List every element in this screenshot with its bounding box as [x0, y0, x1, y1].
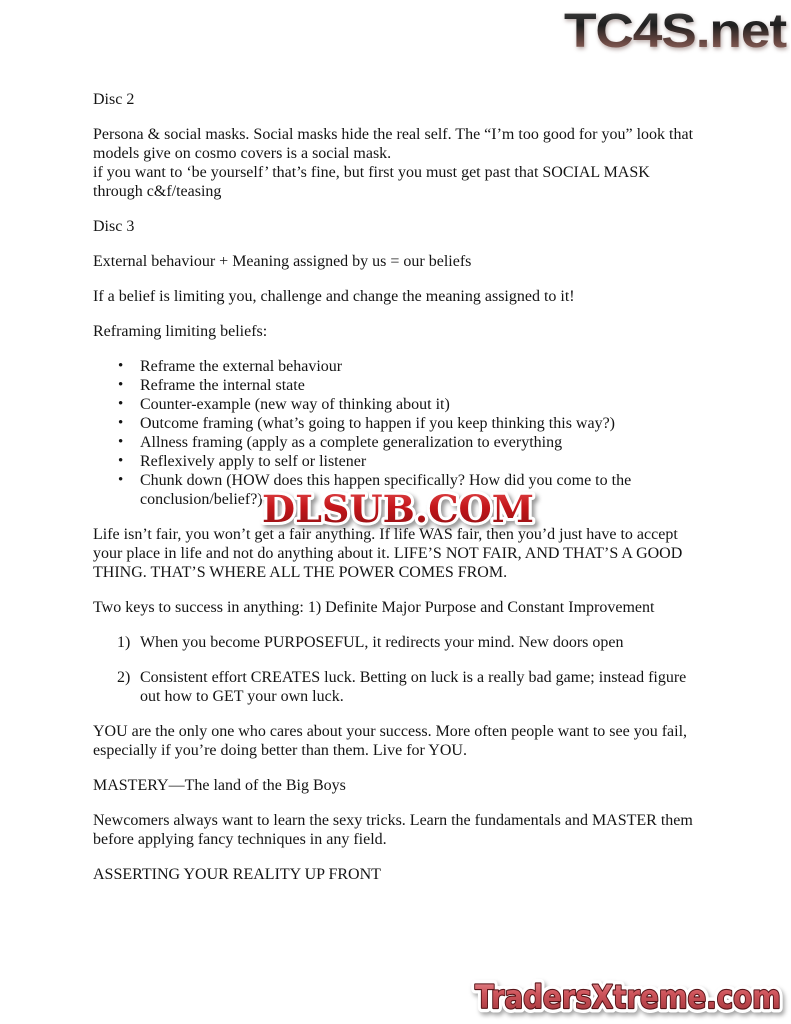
- list-item-text: Chunk down (HOW does this happen specifically? How did you come to the conclusion/belief?): [140, 472, 632, 508]
- paragraph-text: YOU are the only one who cares about your success. More often people want to see you fail, especially if you’re doing better than them. Live for YOU.: [93, 723, 688, 759]
- paragraph-text: Life isn’t fair, you won’t get a fair anything. If life WAS fair, then you’d just have to accept your place in life and not do anything about it. LIFE’S NOT FAIR, AND THAT’S A GOOD THING. THAT’S WHERE ALL THE POWER COMES FROM.: [93, 526, 683, 581]
- dlsub-watermark: [251, 486, 545, 539]
- list-item: [93, 395, 693, 414]
- paragraph-mastery: [93, 776, 693, 795]
- list-item: [93, 452, 693, 471]
- tradersxtreme-logo-outline: TradersXtreme.com: [475, 978, 781, 1016]
- paragraph-disc3: [93, 217, 693, 236]
- dlsub-watermark-text: DLSUB.COM: [262, 487, 534, 531]
- bullet-marker: •: [118, 415, 124, 431]
- paragraph-asserting-heading: [93, 865, 693, 884]
- list-item-text: Outcome framing (what’s going to happen if you keep thinking this way?): [140, 415, 616, 432]
- paragraph-text: Two keys to success in anything: 1) Definite Major Purpose and Constant Improvement: [93, 599, 655, 616]
- paragraph-text: Persona & social masks. Social masks hide the real self. The “I’m too good for you” look that models give on cosmo covers is a social mask.: [93, 126, 694, 162]
- list-item-text: When you become PURPOSEFUL, it redirects your mind. New doors open: [140, 634, 624, 651]
- list-item-text: Reflexively apply to self or listener: [140, 453, 367, 470]
- dlsub-watermark-graphic: [251, 486, 545, 534]
- tc4s-logo: [558, 3, 790, 62]
- list-item-text: Allness framing (apply as a complete generalization to everything: [140, 434, 563, 451]
- list-item: [93, 357, 693, 376]
- paragraph-text: Disc 2: [93, 91, 135, 108]
- list-item: [93, 376, 693, 395]
- paragraph-reframing-heading: [93, 322, 693, 341]
- paragraph-text: if you want to ‘be yourself’ that’s fine, but first you must get past that SOCIAL MASK through c&f/teasing: [93, 164, 650, 200]
- list-item: [93, 633, 693, 652]
- list-item: [93, 668, 693, 706]
- paragraph-persona: [93, 125, 693, 201]
- tc4s-logo-graphic: [558, 3, 790, 57]
- paragraph-text: If a belief is limiting you, challenge and change the meaning assigned to it!: [93, 288, 575, 305]
- paragraph-text: External behaviour + Meaning assigned by us = our beliefs: [93, 253, 472, 270]
- bullet-marker: •: [118, 453, 124, 469]
- tradersxtreme-logo-text: TradersXtreme.com: [475, 978, 781, 1016]
- bullet-marker: •: [118, 358, 124, 374]
- paragraph-you-success: [93, 722, 693, 760]
- list-number: 2): [117, 669, 131, 686]
- list-item: [93, 414, 693, 433]
- tradersxtreme-logo-graphic: [465, 974, 791, 1022]
- bullet-marker: •: [118, 396, 124, 412]
- paragraph-beliefs-formula: [93, 252, 693, 271]
- list-item-text: Counter-example (new way of thinking about it): [140, 396, 450, 413]
- paragraph-text: MASTERY—The land of the Big Boys: [93, 777, 346, 794]
- list-number: 1): [117, 634, 131, 651]
- paragraph-text: Newcomers always want to learn the sexy tricks. Learn the fundamentals and MASTER them before applying fancy techniques in any field.: [93, 812, 693, 848]
- list-item-text: Reframe the internal state: [140, 377, 305, 394]
- list-item-text: Consistent effort CREATES luck. Betting on luck is a really bad game; instead figure out how to GET your own luck.: [140, 669, 687, 705]
- tradersxtreme-logo: [465, 974, 791, 1024]
- paragraph-text: Reframing limiting beliefs:: [93, 323, 268, 340]
- bullet-marker: •: [118, 434, 124, 450]
- list-item-text: Reframe the external behaviour: [140, 358, 343, 375]
- paragraph-two-keys: [93, 598, 693, 617]
- paragraph-text: ASSERTING YOUR REALITY UP FRONT: [93, 866, 381, 883]
- paragraph-disc2: [93, 90, 693, 109]
- paragraph-challenge-belief: [93, 287, 693, 306]
- list-item: [93, 433, 693, 452]
- tc4s-logo-text: TC4S.net: [564, 5, 788, 57]
- paragraph-text: Disc 3: [93, 218, 135, 235]
- numbered-list-keys: [93, 633, 693, 706]
- bullet-marker: •: [118, 472, 124, 488]
- bullet-marker: •: [118, 377, 124, 393]
- paragraph-newcomers: [93, 811, 693, 849]
